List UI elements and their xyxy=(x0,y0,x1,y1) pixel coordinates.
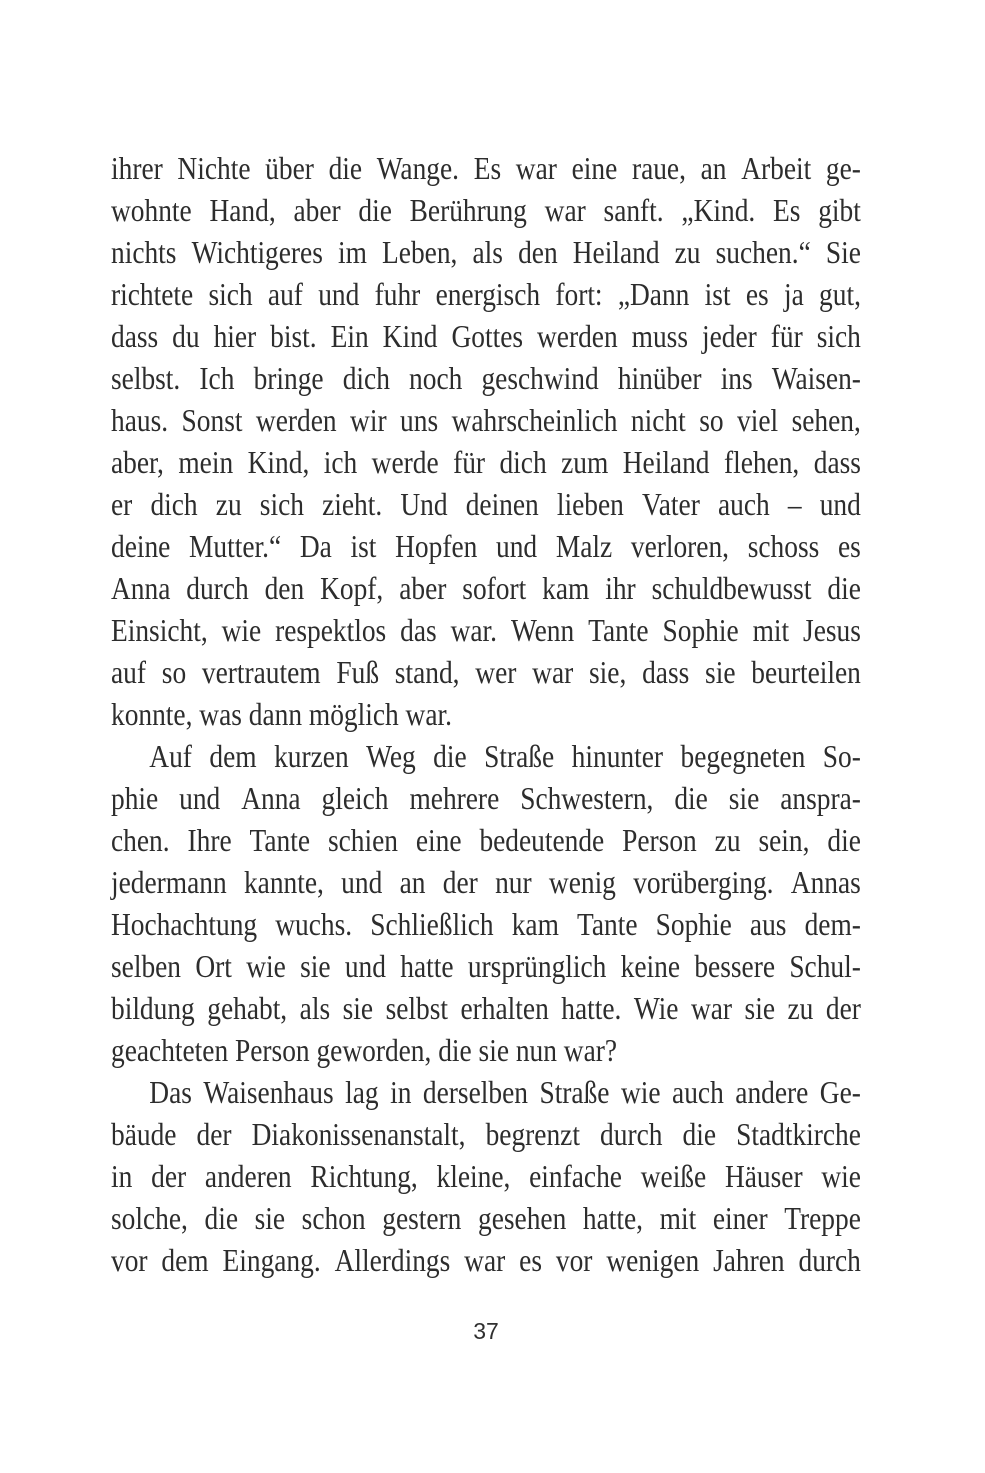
text-line: er dich zu sich zieht. Und deinen lieben Vater auch – und xyxy=(111,487,861,522)
text-line: Hochachtung wuchs. Schließlich kam Tante Sophie aus dem- xyxy=(111,907,861,942)
text-line: aber, mein Kind, ich werde für dich zum Heiland flehen, dass xyxy=(111,445,861,480)
text-line: vor dem Eingang. Allerdings war es vor wenigen Jahren durch xyxy=(111,1243,861,1278)
text-line: Das Waisenhaus lag in derselben Straße wie auch andere Ge- xyxy=(149,1075,861,1110)
text-line: deine Mutter.“ Da ist Hopfen und Malz verloren, schoss es xyxy=(111,529,861,564)
text-line: wohnte Hand, aber die Berührung war sanft. „Kind. Es gibt xyxy=(111,193,861,228)
text-line: phie und Anna gleich mehrere Schwestern, die sie anspra- xyxy=(111,781,861,816)
text-line: auf so vertrautem Fuß stand, wer war sie, dass sie beurteilen xyxy=(111,655,861,690)
text-line: nichts Wichtigeres im Leben, als den Heiland zu suchen.“ Sie xyxy=(111,235,861,270)
text-line: konnte, was dann möglich war. xyxy=(111,697,452,732)
page-number: 37 xyxy=(473,1318,499,1344)
text-line: richtete sich auf und fuhr energisch fort: „Dann ist es ja gut, xyxy=(111,277,861,312)
text-line: chen. Ihre Tante schien eine bedeutende Person zu sein, die xyxy=(111,823,861,858)
text-line: bäude der Diakonissenanstalt, begrenzt durch die Stadtkirche xyxy=(111,1117,861,1152)
text-line: solche, die sie schon gestern gesehen hatte, mit einer Treppe xyxy=(111,1201,861,1236)
text-line: jedermann kannte, und an der nur wenig vorüberging. Annas xyxy=(111,865,861,900)
text-line: Einsicht, wie respektlos das war. Wenn Tante Sophie mit Jesus xyxy=(111,613,861,648)
text-line: dass du hier bist. Ein Kind Gottes werden muss jeder für sich xyxy=(111,319,861,354)
text-line: geachteten Person geworden, die sie nun war? xyxy=(111,1033,618,1068)
text-line: selben Ort wie sie und hatte ursprünglich keine bessere Schul- xyxy=(111,949,861,984)
text-line: selbst. Ich bringe dich noch geschwind hinüber ins Waisen- xyxy=(111,361,861,396)
body-text xyxy=(111,148,861,1282)
text-line: haus. Sonst werden wir uns wahrscheinlich nicht so viel sehen, xyxy=(111,403,861,438)
text-line: Auf dem kurzen Weg die Straße hinunter begegneten So- xyxy=(149,739,861,774)
text-line: bildung gehabt, als sie selbst erhalten hatte. Wie war sie zu der xyxy=(111,991,861,1026)
text-line: in der anderen Richtung, kleine, einfache weiße Häuser wie xyxy=(111,1159,861,1194)
text-line: Anna durch den Kopf, aber sofort kam ihr schuldbewusst die xyxy=(111,571,861,606)
text-line: ihrer Nichte über die Wange. Es war eine raue, an Arbeit ge- xyxy=(111,151,861,186)
